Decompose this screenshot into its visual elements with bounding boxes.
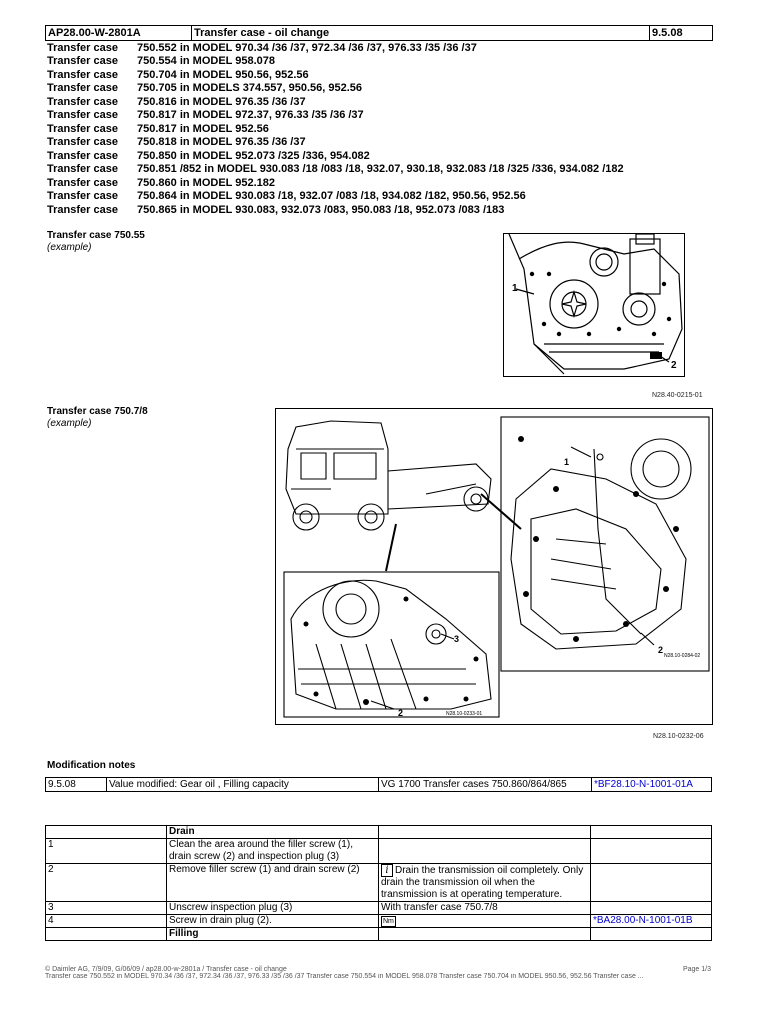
callout-1: 1: [564, 457, 570, 467]
torque-nm-icon: Nm: [383, 918, 394, 925]
step-action: Screw in drain plug (2).: [167, 915, 379, 928]
step-note: i Drain the transmission oil completely. Only drain the transmission oil when the transmission is at operating temperature.: [379, 864, 591, 902]
transfer-case-750-7-8-drawing: [276, 409, 712, 724]
step-reference-link[interactable]: *BA28.00-N-1001-01B: [591, 915, 712, 928]
drain-heading: Drain: [167, 826, 379, 839]
filling-heading: Filling: [167, 928, 379, 941]
mod-scope: VG 1700 Transfer cases 750.860/864/865: [379, 778, 592, 792]
table-row: [46, 902, 712, 915]
page-number: Page 1/3: [682, 966, 711, 973]
work-steps-table: [45, 825, 712, 941]
step-action: Remove filler screw (1) and drain screw (2): [167, 864, 379, 902]
info-icon: i: [381, 864, 393, 877]
document-header: [45, 25, 713, 41]
table-row: [46, 826, 712, 839]
callout-2: 2: [658, 645, 664, 655]
mod-date: 9.5.08: [46, 778, 107, 792]
step-note: [379, 915, 591, 928]
step-action: Unscrew inspection plug (3): [167, 902, 379, 915]
inner-figure-code: N28.10-0284-02: [664, 653, 701, 659]
footer: [45, 966, 711, 980]
callout-2: 2: [671, 360, 677, 371]
table-row: [46, 915, 712, 928]
step-number: 4: [46, 915, 167, 928]
transfer-case-750-55-drawing: [504, 234, 684, 376]
step-action: Clean the area around the filler screw (1), drain screw (2) and inspection plug (3): [167, 839, 379, 864]
figure1-caption: [47, 230, 145, 254]
inner-figure-code: N28.10-0233-01: [446, 711, 483, 717]
figure1-code: N28.40-0215-01: [652, 392, 703, 399]
footer-applicability: Transfer case 750.552 in MODEL 970.34 /36 /37, 972.34 /36 /37, 976.33 /35 /36 /37 Transfer case 750.554 in MODEL 958.078 Transfer case 750.704 in MODEL 950.56, 952.56 Transfer case ...: [45, 973, 644, 980]
table-row: [46, 928, 712, 941]
document-title: Transfer case - oil change: [191, 26, 329, 40]
document-id: AP28.00-W-2801A: [48, 27, 141, 39]
figure2-illustration: [275, 408, 713, 725]
figure1-subtitle: (example): [47, 242, 92, 253]
mod-reference-link[interactable]: *BF28.10-N-1001-01A: [592, 778, 712, 792]
step-number: 1: [46, 839, 167, 864]
callout-2: 2: [398, 708, 404, 718]
footer-copyright: © Daimler AG, 7/9/09, G/06/09 / ap28.00-w-2801a / Transfer case - oil change: [45, 966, 287, 973]
figure2-title: Transfer case 750.7/8: [47, 406, 148, 417]
modification-table: [45, 777, 712, 792]
step-note: With transfer case 750.7/8: [379, 902, 591, 915]
figure1-illustration: [503, 233, 685, 377]
modification-notes-title: Modification notes: [47, 760, 136, 771]
figure1-title: Transfer case 750.55: [47, 230, 145, 241]
table-row: [46, 778, 712, 792]
figure2-subtitle: (example): [47, 418, 92, 429]
mod-change: Value modified: Gear oil , Filling capacity: [107, 778, 379, 792]
table-row: [46, 839, 712, 864]
step-number: 3: [46, 902, 167, 915]
step-number: 2: [46, 864, 167, 902]
figure2-code: N28.10-0232-06: [653, 733, 704, 740]
table-row: [46, 864, 712, 902]
figure2-caption: [47, 406, 148, 430]
callout-3: 3: [454, 634, 460, 644]
callout-1: 1: [512, 283, 518, 294]
document-date: 9.5.08: [649, 26, 683, 40]
